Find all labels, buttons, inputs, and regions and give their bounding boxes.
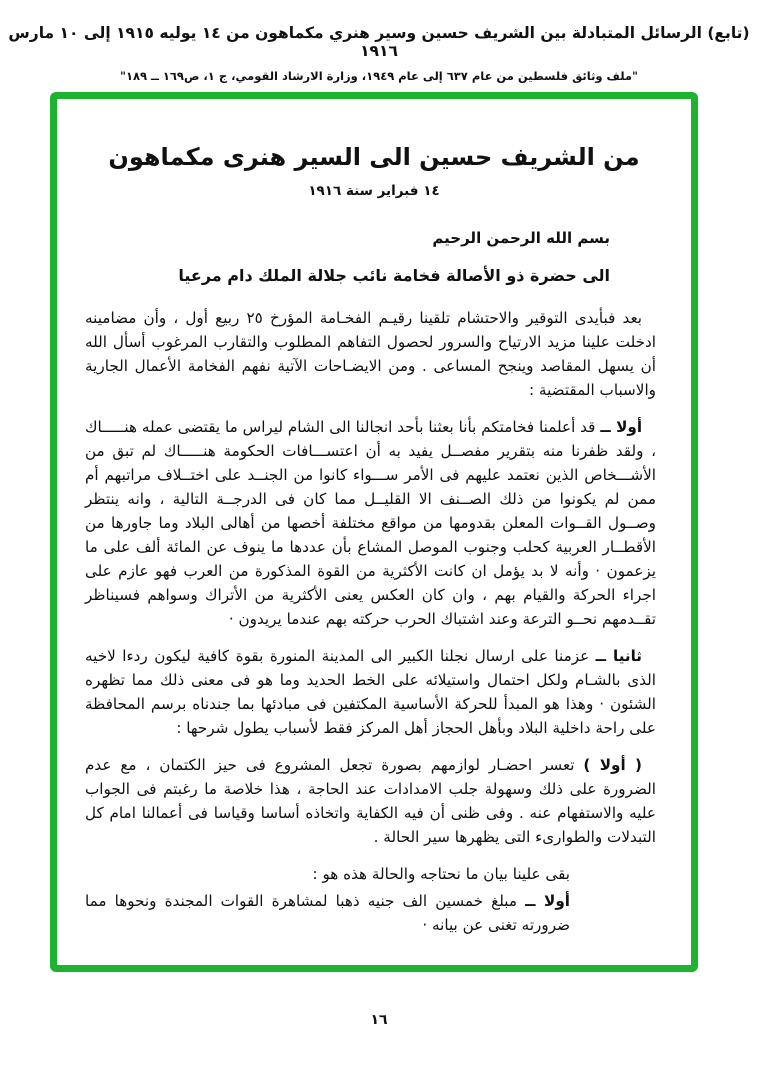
paragraph-text: عزمنا على ارسال نجلنا الكبير الى المدينة المنورة بقوة كافية ليكون ردءا لاخيه الذى بالشـام ولكل احتمال واستيلائه على الخط الحديد وما هو فى معنى ذلك مما تظهره الشئون · وهذا هو المبدأ للحركة الأساسية المكتفين فى مبادئها بما جندناه برسم المحافظة على راحة داخلية البلاد وبأهل الحجاز أهل المركز فقط لأسباب يطول شرحها :	[85, 647, 656, 737]
paragraph-lead: ( أولا )	[583, 756, 642, 774]
header-source-citation: "ملف وثائق فلسطين من عام ٦٣٧ إلى عام ١٩٤٩، وزارة الارشاد القومي، ج ١، ص١٦٩ ــ ١٨٩"	[119, 69, 639, 83]
document-header	[0, 0, 758, 83]
letter-frame	[50, 92, 698, 972]
paragraph-lead: أولا ــ	[600, 418, 643, 436]
letter-date: ١٤ فبراير سنة ١٩١٦	[308, 183, 440, 199]
letter-body	[57, 306, 691, 937]
paragraph-sub-point	[85, 753, 656, 849]
paragraph-second-point	[85, 644, 656, 740]
paragraph-text: تعسر احضـار لوازمهم بصورة تجعل المشروع فى حيز الكتمان ، مع عدم الضرورة على ذلك وسهولة جلب الامدادات عند الحاجة ، هذا خلاصة ما رغبتم فى الجواب عليه والاستفهام عنه . وفى ظنى أن فيه الكفاية واتخاذه أساسا وقياسا فى أعمالنا امام كل التبدلات والطوارىء التى يظهرها سير الحالة .	[85, 756, 656, 846]
paragraph-text: مبلغ خمسين الف جنيه ذهبا لمشاهرة القوات المجندة ونحوها مما ضرورته تغنى عن بيانه ·	[85, 892, 570, 934]
paragraph-funds-request	[85, 889, 570, 937]
letter-title: من الشريف حسين الى السير هنرى مكماهون	[108, 143, 640, 171]
paragraph-text: بعد فبأيدى التوقير والاحتشام تلقينا رقيـم الفخـامة المؤرخ ٢٥ ربيع أول ، وأن مضامينه ادخلت علينا مزيد الارتياح والسرور لحصول التفاهم المطلوب والتقارب المرغوب أسأل الله أن يسهل المقاصد وينجح المساعى . ومن الايضـاحات الآتية نفهم الفخامة الأعمال الجارية والاسباب المقتضية :	[85, 309, 656, 399]
paragraph-lead: أولا ــ	[525, 892, 571, 910]
paragraph-text: قد أعلمنا فخامتكم بأنا بعثنا بأحد انجالنا الى الشام ليراس ما يقتضى عمله هنـــــاك ، ولقد ظفرنا منه بتقرير مفصــل يفيد به أن اعتســـافات الحكومة هنـــــاك لم تبق من الأشـــخاص الذين نعتمد عليهم فى الأمر ســـواء كانوا من الجنــد على اختــلاف مراتبهم أم ممن لم يكونوا من ذلك الصــنف الا القليــل مما كان فى الدرجــة التالية ، وانه ينتظر وصــول القــوات المعلن بقدومها من مواقع مختلفة أخصها من أهالى البلاد وما جاورها من الأقطــار العربية كحلب وجنوب الموصل المشاع بأن عددها ما ينوف عن المائة ألف على ما يزعمون · وأنه لا بد يؤمل ان كانت الأكثرية من القوة المذكورة من العرب فهو عازم على اجراء الحركة والقيام بهم ، وان كان العكس يعنى الأكثرية من الأتراك وسواهم فسيناظر تقــدمهم نحــو الترعة وعند اشتباك الحرب حركته بهم عندما يريدون ·	[85, 418, 656, 628]
paragraph-opening	[85, 306, 656, 402]
paragraph-lead: ثانيا ــ	[595, 647, 643, 665]
basmala-line: بسم الله الرحمن الرحيم	[432, 229, 610, 247]
paragraph-first-point	[85, 415, 656, 631]
page-number: ١٦	[370, 1012, 388, 1028]
paragraph-text: بقى علينا بيان ما نحتاجه والحالة هذه هو :	[312, 865, 570, 883]
paragraph-needs-intro	[85, 862, 570, 886]
header-title: (تابع) الرسائل المتبادلة بين الشريف حسين وسير هنري مكماهون من ١٤ يوليه ١٩١٥ إلى ١٠ مارس ١٩١٦	[8, 24, 750, 60]
salutation-line: الى حضرة ذو الأصالة فخامة نائب جلالة الملك دام مرعيا	[178, 266, 610, 285]
